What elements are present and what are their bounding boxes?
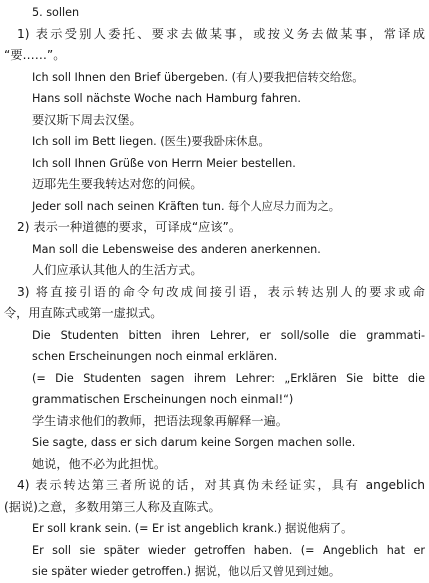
text-line: sie später wieder getroffen.) 据说，他以后又曾见到过她。 <box>32 565 341 578</box>
text-line: Er soll sie später wieder getroffen haben. (= Angeblich hat er <box>32 543 425 557</box>
text-line: 4) 表示转达第三者所说的话，对其真伪未经证实，具有 angeblich <box>17 478 425 492</box>
text-line: 迈耶先生要我转达对您的问候。 <box>32 177 203 191</box>
text-line: Ich soll im Bett liegen. (医生)要我卧床休息。 <box>32 135 270 148</box>
text-line: schen Erscheinungen noch einmal erklären. <box>32 350 278 363</box>
text-line: “要……”。 <box>4 48 66 62</box>
text-line: Man soll die Lebensweise des anderen anerkennen. <box>32 242 321 256</box>
text-line: (据说)之意，多数用第三人称及直陈式。 <box>4 499 221 514</box>
text-line: Ich soll Ihnen den Brief übergeben. (有人)要我把信转交给您。 <box>32 70 364 84</box>
text-line: 人们应承认其他人的生活方式。 <box>32 263 203 277</box>
text-line: 令，用直陈式或第一虚拟式。 <box>4 306 163 320</box>
text-line: Hans soll nächste Woche nach Hamburg fahren. <box>32 92 301 105</box>
text-line: 2) 表示一种道德的要求，可译成“应该”。 <box>17 220 242 234</box>
text-line: 学生请求他们的教师，把语法现象再解释一遍。 <box>32 413 288 428</box>
text-line: Er soll krank sein. (= Er ist angeblich krank.) 据说他病了。 <box>32 522 353 535</box>
section-heading: 5. sollen <box>32 6 80 19</box>
text-line: Sie sagte, dass er sich darum keine Sorgen machen solle. <box>32 436 356 449</box>
text-line: 3) 将直接引语的命令句改成间接引语，表示转达别人的要求或命 <box>17 284 425 299</box>
text-line: (= Die Studenten sagen ihrem Lehrer: „Erklären Sie bitte die <box>32 371 425 385</box>
text-line: Ich soll Ihnen Grüße von Herrn Meier bestellen. <box>32 156 296 170</box>
text-line: grammatischen Erscheinungen noch einmal!“) <box>32 393 294 406</box>
text-line: 她说，他不必为此担忧。 <box>32 456 167 471</box>
text-line: 1) 表示受别人委托、要求去做某事，或按义务去做某事，常译成 <box>17 26 425 41</box>
text-line: Die Studenten bitten ihren Lehrer, er soll/solle die grammati- <box>32 328 425 342</box>
section-body <box>4 24 425 583</box>
text-line: 要汉斯下周去汉堡。 <box>32 112 142 127</box>
text-line: Jeder soll nach seinen Kräften tun. 每个人应尽力而为之。 <box>32 199 340 213</box>
